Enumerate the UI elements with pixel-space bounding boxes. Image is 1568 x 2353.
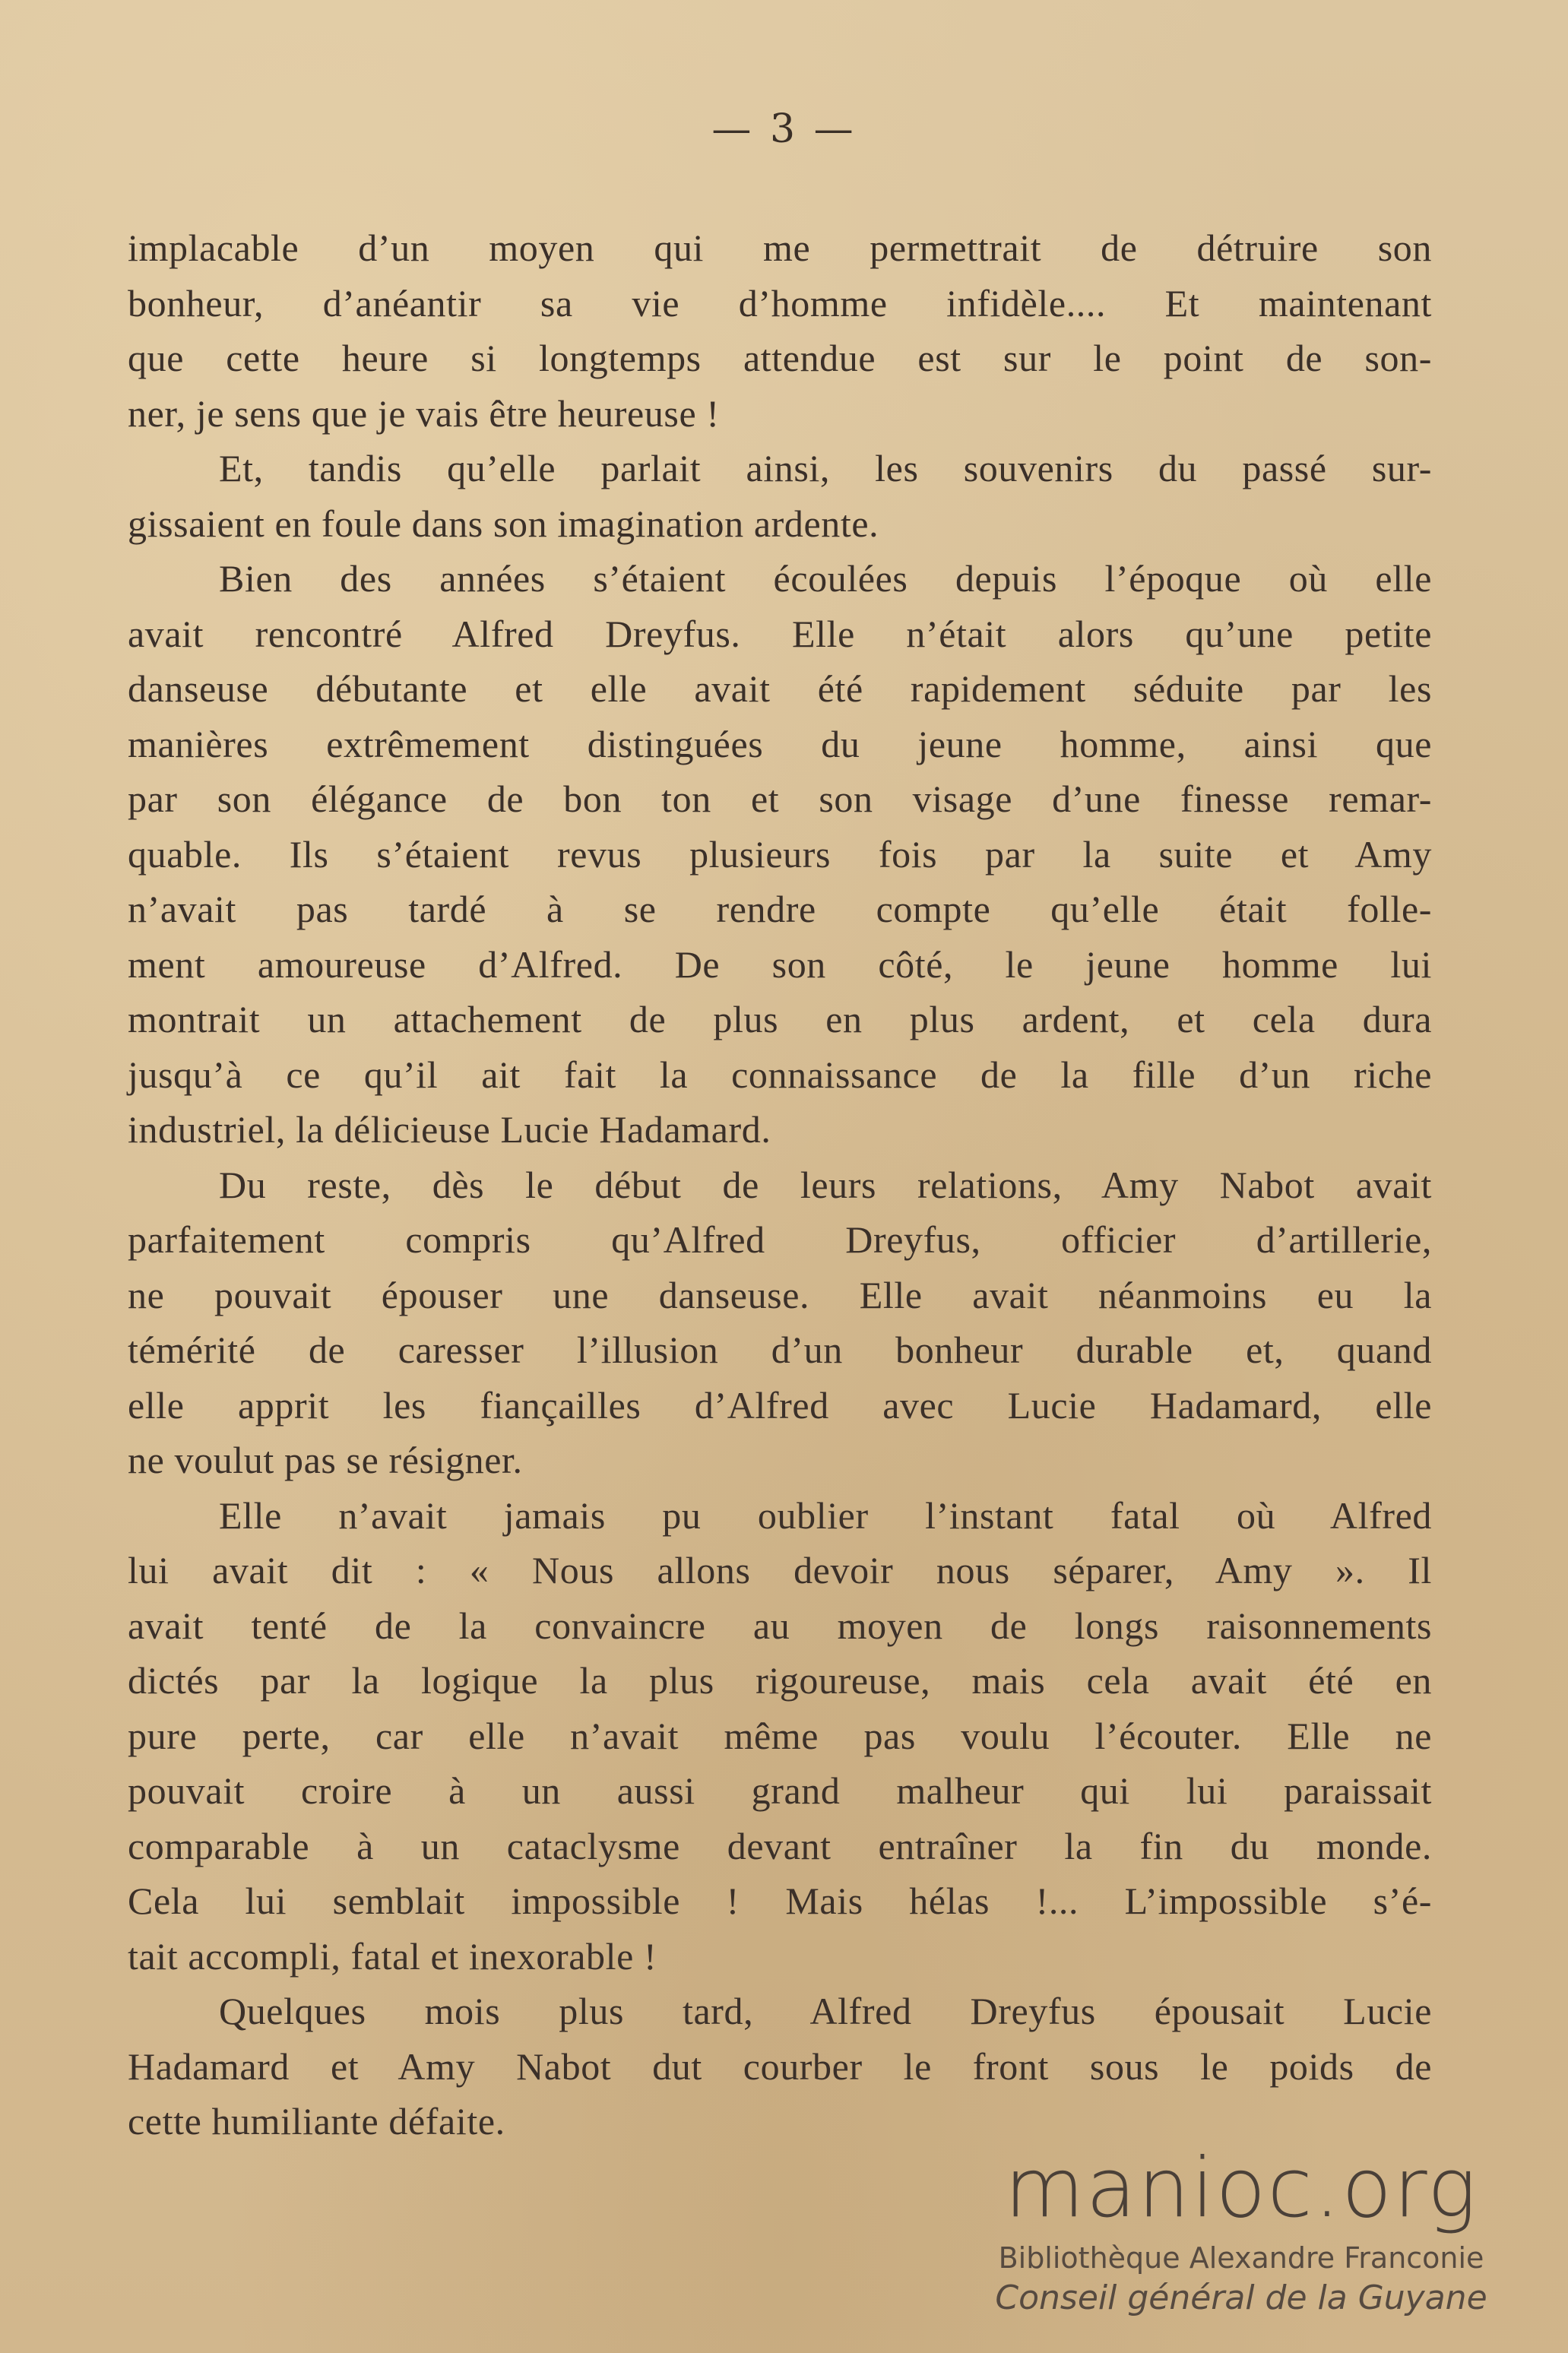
text-line: tait accompli, fatal et inexorable ! bbox=[128, 1934, 657, 1978]
text-line: quable. Ils s’étaient revus plusieurs fois par la suite et Amy bbox=[128, 832, 1432, 876]
text-line: Hadamard et Amy Nabot dut courber le front sous le poids de bbox=[128, 2044, 1432, 2088]
text-line: Cela lui semblait impossible ! Mais hélas !... L’impossible s’é- bbox=[128, 1880, 1432, 1922]
text-line: montrait un attachement de plus en plus ardent, et cela dura bbox=[128, 998, 1432, 1040]
text-line: ner, je sens que je vais être heureuse ! bbox=[128, 391, 720, 435]
text-line: Quelques mois plus tard, Alfred Dreyfus épousait Lucie bbox=[219, 1990, 1432, 2032]
text-line: n’avait pas tardé à se rendre compte qu’elle était folle- bbox=[128, 888, 1432, 930]
text-line: cette humiliante défaite. bbox=[128, 2100, 505, 2142]
text-line: pure perte, car elle n’avait même pas voulu l’écouter. Elle ne bbox=[128, 1714, 1432, 1757]
text-line: témérité de caresser l’illusion d’un bonheur durable et, quand bbox=[128, 1329, 1432, 1371]
text-line: manières extrêmement distinguées du jeune homme, ainsi que bbox=[128, 722, 1432, 765]
text-line: comparable à un cataclysme devant entraîner la fin du monde. bbox=[128, 1824, 1432, 1867]
text-line: pouvait croire à un aussi grand malheur qui lui paraissait bbox=[128, 1769, 1432, 1812]
text-line: lui avait dit : « Nous allons devoir nous séparer, Amy ». Il bbox=[128, 1549, 1432, 1591]
text-line: dictés par la logique la plus rigoureuse, mais cela avait été en bbox=[128, 1659, 1432, 1702]
watermark-library: Bibliothèque Alexandre Franconie bbox=[998, 2241, 1484, 2275]
text-line: Bien des années s’étaient écoulées depuis l’époque où elle bbox=[219, 557, 1432, 600]
text-line: que cette heure si longtemps attendue est sur le point de son- bbox=[128, 337, 1432, 379]
watermark-council: Conseil général de la Guyane bbox=[995, 2279, 1487, 2317]
text-line: Et, tandis qu’elle parlait ainsi, les souvenirs du passé sur- bbox=[219, 447, 1432, 489]
text-line: par son élégance de bon ton et son visage d’une finesse remar- bbox=[128, 777, 1432, 820]
text-line: gissaient en foule dans son imagination ardente. bbox=[128, 502, 879, 545]
text-line: ne pouvait épouser une danseuse. Elle avait néanmoins eu la bbox=[128, 1273, 1432, 1316]
text-line: ne voulut pas se résigner. bbox=[128, 1439, 523, 1481]
text-line: industriel, la délicieuse Lucie Hadamard. bbox=[128, 1108, 771, 1151]
text-line: implacable d’un moyen qui me permettrait de détruire son bbox=[128, 226, 1432, 269]
text-line: avait rencontré Alfred Dreyfus. Elle n’était alors qu’une petite bbox=[128, 612, 1432, 655]
manioc-watermark bbox=[968, 2143, 1515, 2320]
body-text bbox=[128, 220, 1432, 2149]
manioc-logo: manioc.org bbox=[1004, 2141, 1478, 2236]
text-line: Du reste, dès le début de leurs relations, Amy Nabot avait bbox=[219, 1163, 1432, 1206]
text-line: elle apprit les fiançailles d’Alfred avec Lucie Hadamard, elle bbox=[128, 1383, 1432, 1427]
text-line: Elle n’avait jamais pu oublier l’instant fatal où Alfred bbox=[219, 1493, 1432, 1537]
text-line: avait tenté de la convaincre au moyen de longs raisonnements bbox=[128, 1604, 1432, 1647]
text-line: ment amoureuse d’Alfred. De son côté, le jeune homme lui bbox=[128, 942, 1432, 986]
text-line: danseuse débutante et elle avait été rapidement séduite par les bbox=[128, 667, 1432, 710]
text-line: bonheur, d’anéantir sa vie d’homme infidèle.... Et maintenant bbox=[128, 281, 1432, 325]
page-number: — 3 — bbox=[711, 106, 857, 152]
text-line: parfaitement compris qu’Alfred Dreyfus, officier d’artillerie, bbox=[128, 1218, 1432, 1261]
text-line: jusqu’à ce qu’il ait fait la connaissance de la fille d’un riche bbox=[128, 1053, 1432, 1096]
